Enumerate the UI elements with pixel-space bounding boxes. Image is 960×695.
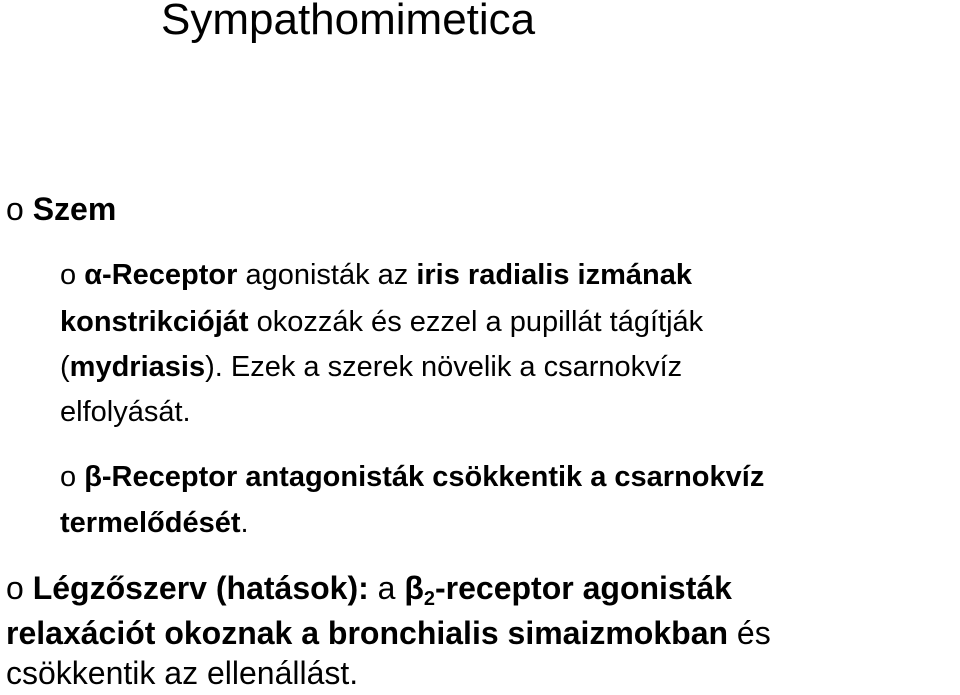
mydriasis-term: mydriasis <box>69 351 206 383</box>
alpha-line-4 <box>60 392 191 432</box>
beta-line-1: β-Receptor antagonisták csökkentik a csarnokvíz <box>84 461 765 493</box>
list-item-alpha-receptor <box>60 255 692 295</box>
hatasok-label: (hatások): <box>206 570 369 606</box>
iris-radialis-term: iris radialis izmának <box>416 259 692 291</box>
legzo-line-3-text: csökkentik az ellenállást. <box>6 655 359 691</box>
list-item-beta-receptor <box>60 457 764 497</box>
bullet-marker: o <box>60 461 77 493</box>
szem-heading: Szem <box>32 191 117 227</box>
alpha-text-4: elfolyását. <box>60 396 191 428</box>
list-item-legzoszerv <box>6 566 732 610</box>
beta-line-2 <box>60 503 249 543</box>
list-item-szem <box>6 187 116 231</box>
legzo-line-2 <box>6 611 771 655</box>
bullet-marker: o <box>60 259 77 291</box>
paren-open: ( <box>60 351 70 383</box>
page-title: Sympathomimetica <box>161 0 536 44</box>
bullet-marker: o <box>6 570 24 606</box>
alpha-receptor-term: α-Receptor <box>84 259 238 291</box>
legzo-text-2: -receptor agonisták <box>435 570 732 606</box>
legzo-line-3 <box>6 651 358 695</box>
termelodeset-term: termelődését <box>60 507 241 539</box>
beta-symbol: β <box>404 570 424 606</box>
relaxaciot-term: relaxációt okoznak a bronchialis simaizmokban <box>6 615 729 651</box>
alpha-text-1: agonisták az <box>237 259 417 291</box>
legzoszerv-label: Légzőszerv <box>32 570 207 606</box>
beta-subscript: 2 <box>423 588 435 610</box>
alpha-text-3: ). Ezek a szerek növelik a csarnokvíz <box>205 351 683 383</box>
legzo-line-2-end: és <box>728 615 771 651</box>
alpha-line-3 <box>60 347 682 387</box>
beta-line-2-end: . <box>240 507 249 539</box>
konstrikciojat-term: konstrikcióját <box>60 306 249 338</box>
alpha-line-2 <box>60 302 703 342</box>
bullet-marker: o <box>6 191 24 227</box>
legzo-text-1: a <box>368 570 405 606</box>
alpha-text-2: okozzák és ezzel a pupillát tágítják <box>248 306 704 338</box>
